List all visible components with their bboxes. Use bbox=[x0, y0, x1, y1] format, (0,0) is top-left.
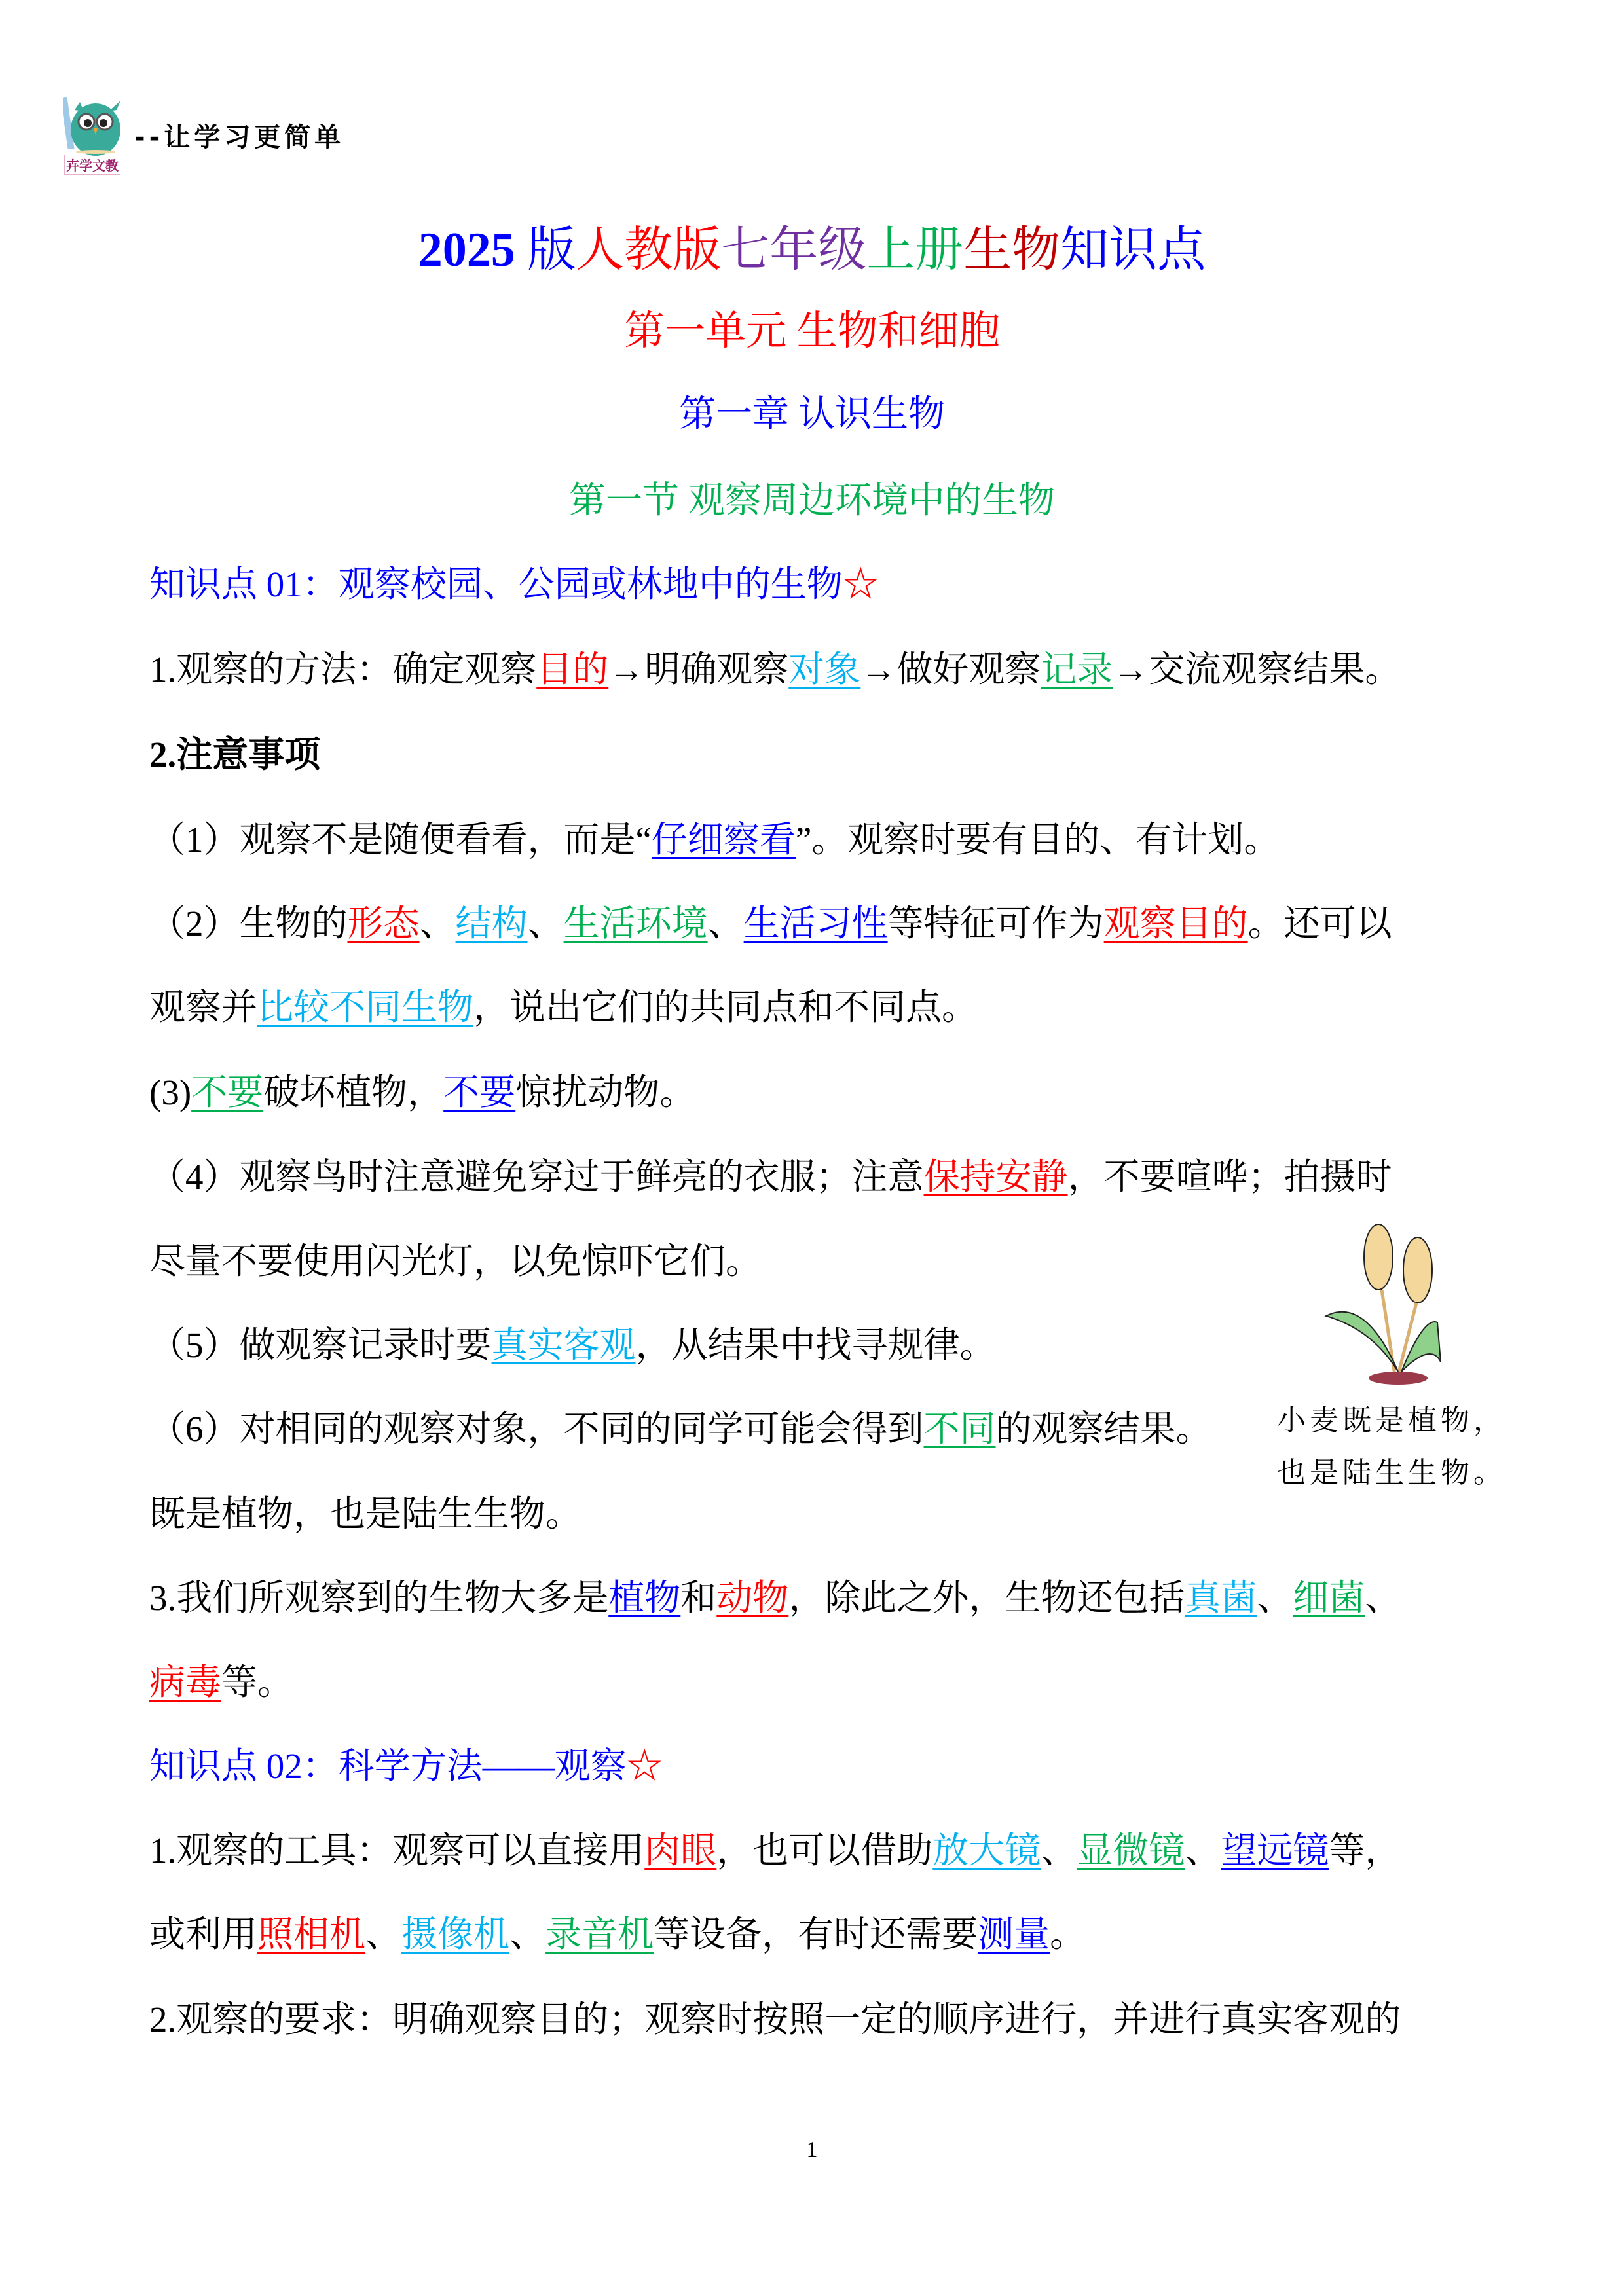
highlighted-term: 望远镜 bbox=[1221, 1831, 1329, 1870]
text-run: 等特征可作为 bbox=[887, 903, 1104, 943]
highlighted-term: 形态 bbox=[347, 903, 420, 943]
figure-caption-line-2: 也是陆生生物。 bbox=[1277, 1456, 1506, 1489]
text-run: ☆ bbox=[626, 1746, 663, 1786]
paragraph-line bbox=[149, 1324, 996, 1367]
paragraph-line bbox=[149, 986, 978, 1029]
highlighted-term: 不同 bbox=[923, 1409, 996, 1449]
highlighted-term: 动物 bbox=[716, 1578, 789, 1618]
knowledge-point-heading bbox=[149, 1745, 663, 1788]
text-run: 上册 bbox=[866, 223, 964, 277]
paragraph-line bbox=[149, 902, 1392, 945]
text-run: 的观察结果。 bbox=[995, 1409, 1212, 1449]
paragraph-line bbox=[149, 1493, 581, 1536]
highlighted-term: 照相机 bbox=[257, 1914, 366, 1954]
text-run: ，不要喧哗；拍摄时 bbox=[1067, 1157, 1392, 1197]
highlighted-term: 不要 bbox=[443, 1072, 516, 1112]
text-run: 版 bbox=[515, 223, 576, 277]
figure-caption-line-1: 小麦既是植物， bbox=[1277, 1404, 1506, 1437]
highlighted-term: 显微镜 bbox=[1077, 1831, 1185, 1870]
paragraph-line bbox=[149, 818, 1280, 862]
highlighted-term: 保持安静 bbox=[923, 1157, 1068, 1197]
highlighted-term: 比较不同生物 bbox=[257, 987, 474, 1027]
highlighted-term: 记录 bbox=[1041, 649, 1113, 689]
highlighted-term: 真实客观 bbox=[491, 1325, 636, 1365]
chapter-heading: 第一章 认识生物 bbox=[679, 394, 945, 435]
paragraph-line bbox=[149, 1913, 1086, 1956]
paragraph-line bbox=[149, 1998, 1401, 2041]
highlighted-term: 测量 bbox=[978, 1914, 1050, 1954]
text-run: （5）做观察记录时要 bbox=[149, 1325, 492, 1365]
paragraph-line bbox=[149, 733, 320, 776]
text-run: 或利用 bbox=[149, 1914, 258, 1954]
text-run: 、 bbox=[527, 903, 564, 943]
text-run: 、 bbox=[509, 1914, 546, 1954]
text-run: 3.我们所观察到的生物大多是 bbox=[149, 1578, 609, 1618]
text-run: 破坏植物， bbox=[263, 1072, 444, 1112]
highlighted-term: 仔细察看 bbox=[651, 820, 796, 860]
text-run: 1.观察的工具：观察可以直接用 bbox=[149, 1831, 645, 1870]
text-run: 1.观察的方法：确定观察 bbox=[149, 649, 537, 689]
text-run: 、 bbox=[1185, 1831, 1221, 1870]
unit-heading: 第一单元 生物和细胞 bbox=[624, 309, 1000, 354]
knowledge-point-heading bbox=[149, 563, 879, 606]
page-number: 1 bbox=[806, 2138, 818, 2162]
text-run: 2. bbox=[149, 735, 177, 774]
text-run: 、 bbox=[1041, 1831, 1077, 1870]
text-run: ，从结果中找寻规律。 bbox=[635, 1325, 996, 1365]
text-run: 2025 bbox=[418, 223, 515, 277]
text-run: 生物 bbox=[963, 223, 1061, 277]
text-run: (3) bbox=[149, 1072, 192, 1112]
paragraph-line bbox=[149, 1408, 1212, 1451]
text-run: 等。 bbox=[221, 1662, 294, 1702]
text-run: ，说出它们的共同点和不同点。 bbox=[473, 987, 978, 1027]
paragraph-line bbox=[149, 1829, 1401, 1872]
highlighted-term: 病毒 bbox=[149, 1662, 222, 1702]
text-run: 等， bbox=[1329, 1831, 1401, 1870]
document-title bbox=[0, 211, 1624, 280]
text-run: 观察并 bbox=[149, 987, 258, 1027]
text-run: 2.观察的要求：明确观察目的；观察时按照一定的顺序进行，并进行真实客观的 bbox=[149, 1999, 1401, 2039]
text-run: （6）对相同的观察对象，不同的同学可能会得到 bbox=[149, 1409, 924, 1449]
text-run: 等设备，有时还需要 bbox=[654, 1914, 978, 1954]
highlighted-term: 对象 bbox=[788, 649, 861, 689]
text-run: 知识点 02：科学方法——观察 bbox=[149, 1746, 627, 1786]
text-run: ”。观察时要有目的、有计划。 bbox=[795, 820, 1280, 860]
paragraph-line bbox=[149, 1240, 762, 1283]
text-run: →明确观察 bbox=[608, 649, 789, 689]
text-run: ，除此之外，生物还包括 bbox=[788, 1578, 1185, 1618]
figure-caption bbox=[1277, 1394, 1506, 1499]
text-run: ☆ bbox=[842, 564, 879, 604]
text-run: 、 bbox=[1365, 1578, 1401, 1618]
text-run: （2）生物的 bbox=[149, 903, 348, 943]
text-run: 、 bbox=[707, 903, 744, 943]
text-run: 人教版 bbox=[576, 223, 722, 277]
logo-caption: 卉学文教 bbox=[64, 155, 120, 175]
text-run: 。还可以 bbox=[1247, 903, 1392, 943]
highlighted-term: 录音机 bbox=[545, 1914, 654, 1954]
paragraph-line bbox=[149, 1576, 1401, 1620]
highlighted-term: 摄像机 bbox=[401, 1914, 510, 1954]
highlighted-term: 生活习性 bbox=[743, 903, 888, 943]
text-run: 。 bbox=[1050, 1914, 1086, 1954]
text-run: （4）观察鸟时注意避免穿过于鲜亮的衣服；注意 bbox=[149, 1157, 924, 1197]
paragraph-line bbox=[149, 1156, 1392, 1199]
slogan: --让学习更简单 bbox=[134, 122, 345, 153]
paragraph-line bbox=[149, 1661, 293, 1704]
highlighted-term: 肉眼 bbox=[644, 1831, 717, 1870]
text-run: （1）观察不是随便看看，而是“ bbox=[149, 820, 652, 860]
text-run: 知识点 bbox=[1060, 223, 1206, 277]
text-run: 尽量不要使用闪光灯，以免惊吓它们。 bbox=[149, 1241, 762, 1281]
highlighted-term: 目的 bbox=[536, 649, 609, 689]
text-run: 惊扰动物。 bbox=[515, 1072, 696, 1112]
text-run: 知识点 01：观察校园、公园或林地中的生物 bbox=[149, 564, 843, 604]
highlighted-term: 不要 bbox=[191, 1072, 264, 1112]
highlighted-term: 放大镜 bbox=[932, 1831, 1041, 1870]
text-run: 、 bbox=[1257, 1578, 1293, 1618]
highlighted-term: 细菌 bbox=[1293, 1578, 1365, 1618]
text-run: 、 bbox=[419, 903, 456, 943]
highlighted-term: 植物 bbox=[608, 1578, 681, 1618]
paragraph-line bbox=[149, 1071, 695, 1114]
paragraph-line bbox=[149, 648, 1401, 691]
text-run: 和 bbox=[680, 1578, 717, 1618]
text-run: 注意事项 bbox=[176, 735, 321, 774]
section-heading: 第一节 观察周边环境中的生物 bbox=[569, 481, 1055, 521]
text-run: →做好观察 bbox=[860, 649, 1041, 689]
highlighted-term: 结构 bbox=[455, 903, 528, 943]
highlighted-term: 真菌 bbox=[1185, 1578, 1257, 1618]
highlighted-term: 生活环境 bbox=[563, 903, 708, 943]
text-run: 、 bbox=[365, 1914, 402, 1954]
text-run: 既是植物，也是陆生生物。 bbox=[149, 1494, 582, 1534]
text-run: 七年级 bbox=[721, 223, 867, 277]
text-run: →交流观察结果。 bbox=[1113, 649, 1401, 689]
highlighted-term: 观察目的 bbox=[1103, 903, 1248, 943]
text-run: ，也可以借助 bbox=[716, 1831, 933, 1870]
